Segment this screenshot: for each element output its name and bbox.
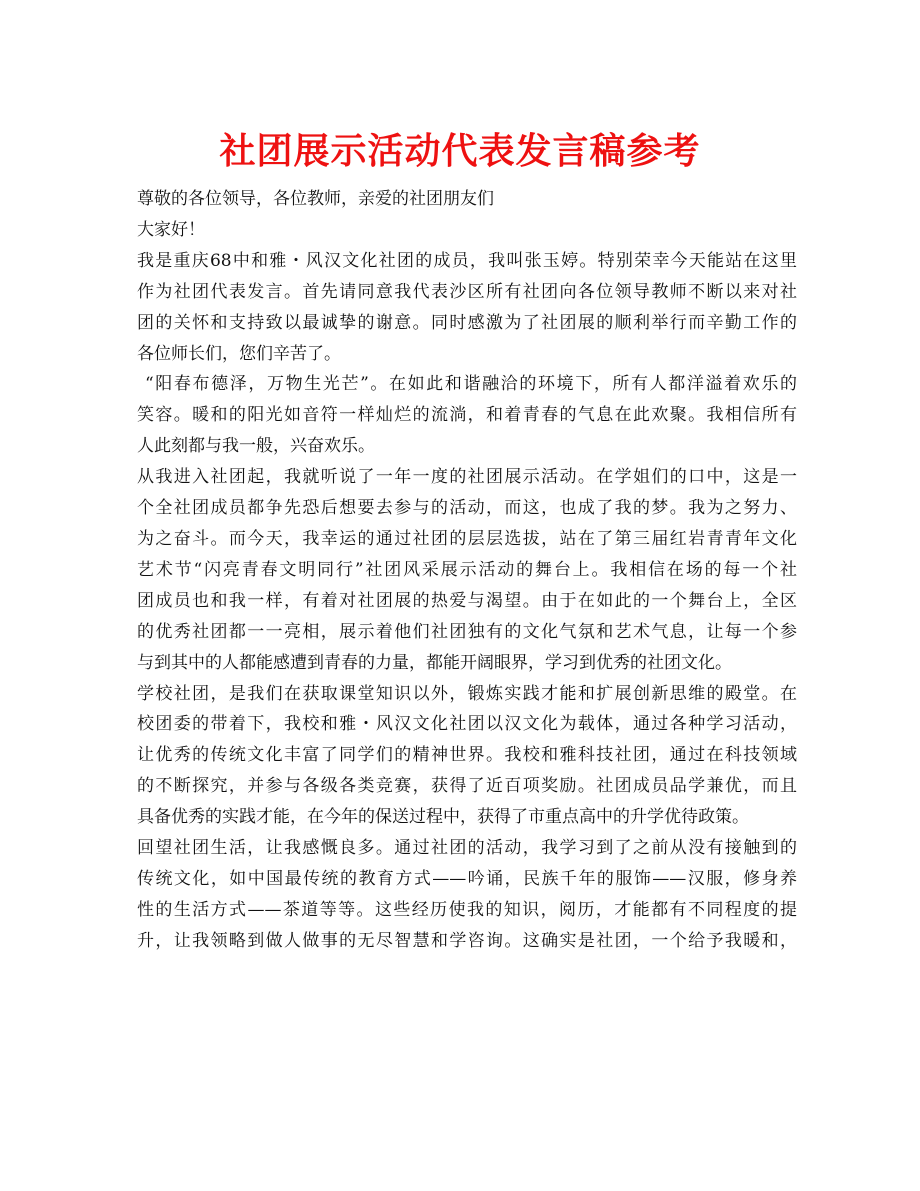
text-line: 各位师长们，您们辛苦了。 [137,343,341,364]
text-line: 从我进入社团起，我就听说了一年一度的社团展示活动。在学姐们的口中，这是一 [137,467,797,488]
text-line: 尊敬的各位领导，各位教师，亲爱的社团朋友们 [137,189,494,209]
text-line: 校团委的带着下，我校和雅・风汉文化社团以汉文化为载体，通过各种学习活动， [137,714,797,735]
paragraph-5 [137,833,797,957]
text-line: 我是重庆68中和雅・风汉文化社团的成员，我叫张玉婷。特别荣幸今天能站在这里 [137,250,797,271]
text-line: 的优秀社团都一一亮相，展示着他们社团独有的文化气氛和艺术气息，让每一个参 [137,621,797,642]
paragraph-4 [137,679,797,834]
text-line: 人此刻都与我一般，兴奋欢乐。 [137,436,375,457]
paragraph-2 [137,369,797,462]
text-line: 团成员也和我一样，有着对社团展的热爱与渴望。由于在如此的一个舞台上，全区 [137,590,797,611]
salutation [137,184,797,215]
document-body [137,184,797,957]
text-line: 艺术节“闪亮青春文明同行”社团风采展示活动的舞台上。我相信在场的每一个社 [137,559,797,580]
text-line: 团的关怀和支持致以最诚挚的谢意。同时感激为了社团展的顺利举行而辛勤工作的 [137,312,797,333]
text-line: 与到其中的人都能感遭到青春的力量，都能开阔眼界，学习到优秀的社团文化。 [137,652,732,673]
paragraph-3 [137,462,797,678]
text-line: 升，让我领略到做人做事的无尽智慧和学咨询。这确实是社团，一个给予我暖和， [137,930,797,951]
text-line: 回望社团生活，让我感慨良多。通过社团的活动，我学习到了之前从没有接触到的 [137,838,797,859]
document-title: 社团展示活动代表发言稿参考 [219,130,701,172]
text-line: 具备优秀的实践才能，在今年的保送过程中，获得了市重点高中的升学优待政策。 [137,807,749,828]
text-line: 大家好！ [137,219,205,240]
text-line: 为之奋斗。而今天，我幸运的通过社团的层层选拔，站在了第三届红岩青青年文化 [137,528,797,549]
greeting [137,215,797,246]
text-line: 个全社团成员都争先恐后想要去参与的活动，而这，也成了我的梦。我为之努力、 [137,498,797,519]
text-line: “阳春布德泽，万物生光芒”。在如此和谐融洽的环境下，所有人都洋溢着欢乐的 [145,374,797,395]
text-line: 性的生活方式——茶道等等。这些经历使我的知识，阅历，才能都有不同程度的提 [137,899,797,920]
paragraph-1 [137,246,797,370]
text-line: 学校社团，是我们在获取课堂知识以外，锻炼实践才能和扩展创新思维的殿堂。在 [137,683,797,704]
text-line: 让优秀的传统文化丰富了同学们的精神世界。我校和雅科技社团，通过在科技领域 [137,745,797,766]
text-line: 的不断探究，并参与各级各类竞赛，获得了近百项奖励。社团成员品学兼优，而且 [137,776,797,797]
text-line: 传统文化，如中国最传统的教育方式——吟诵，民族千年的服饰——汉服，修身养 [137,868,797,889]
text-line: 笑容。暖和的阳光如音符一样灿烂的流淌，和着青春的气息在此欢聚。我相信所有 [137,405,797,426]
text-line: 作为社团代表发言。首先请同意我代表沙区所有社团向各位领导教师不断以来对社 [137,281,797,302]
